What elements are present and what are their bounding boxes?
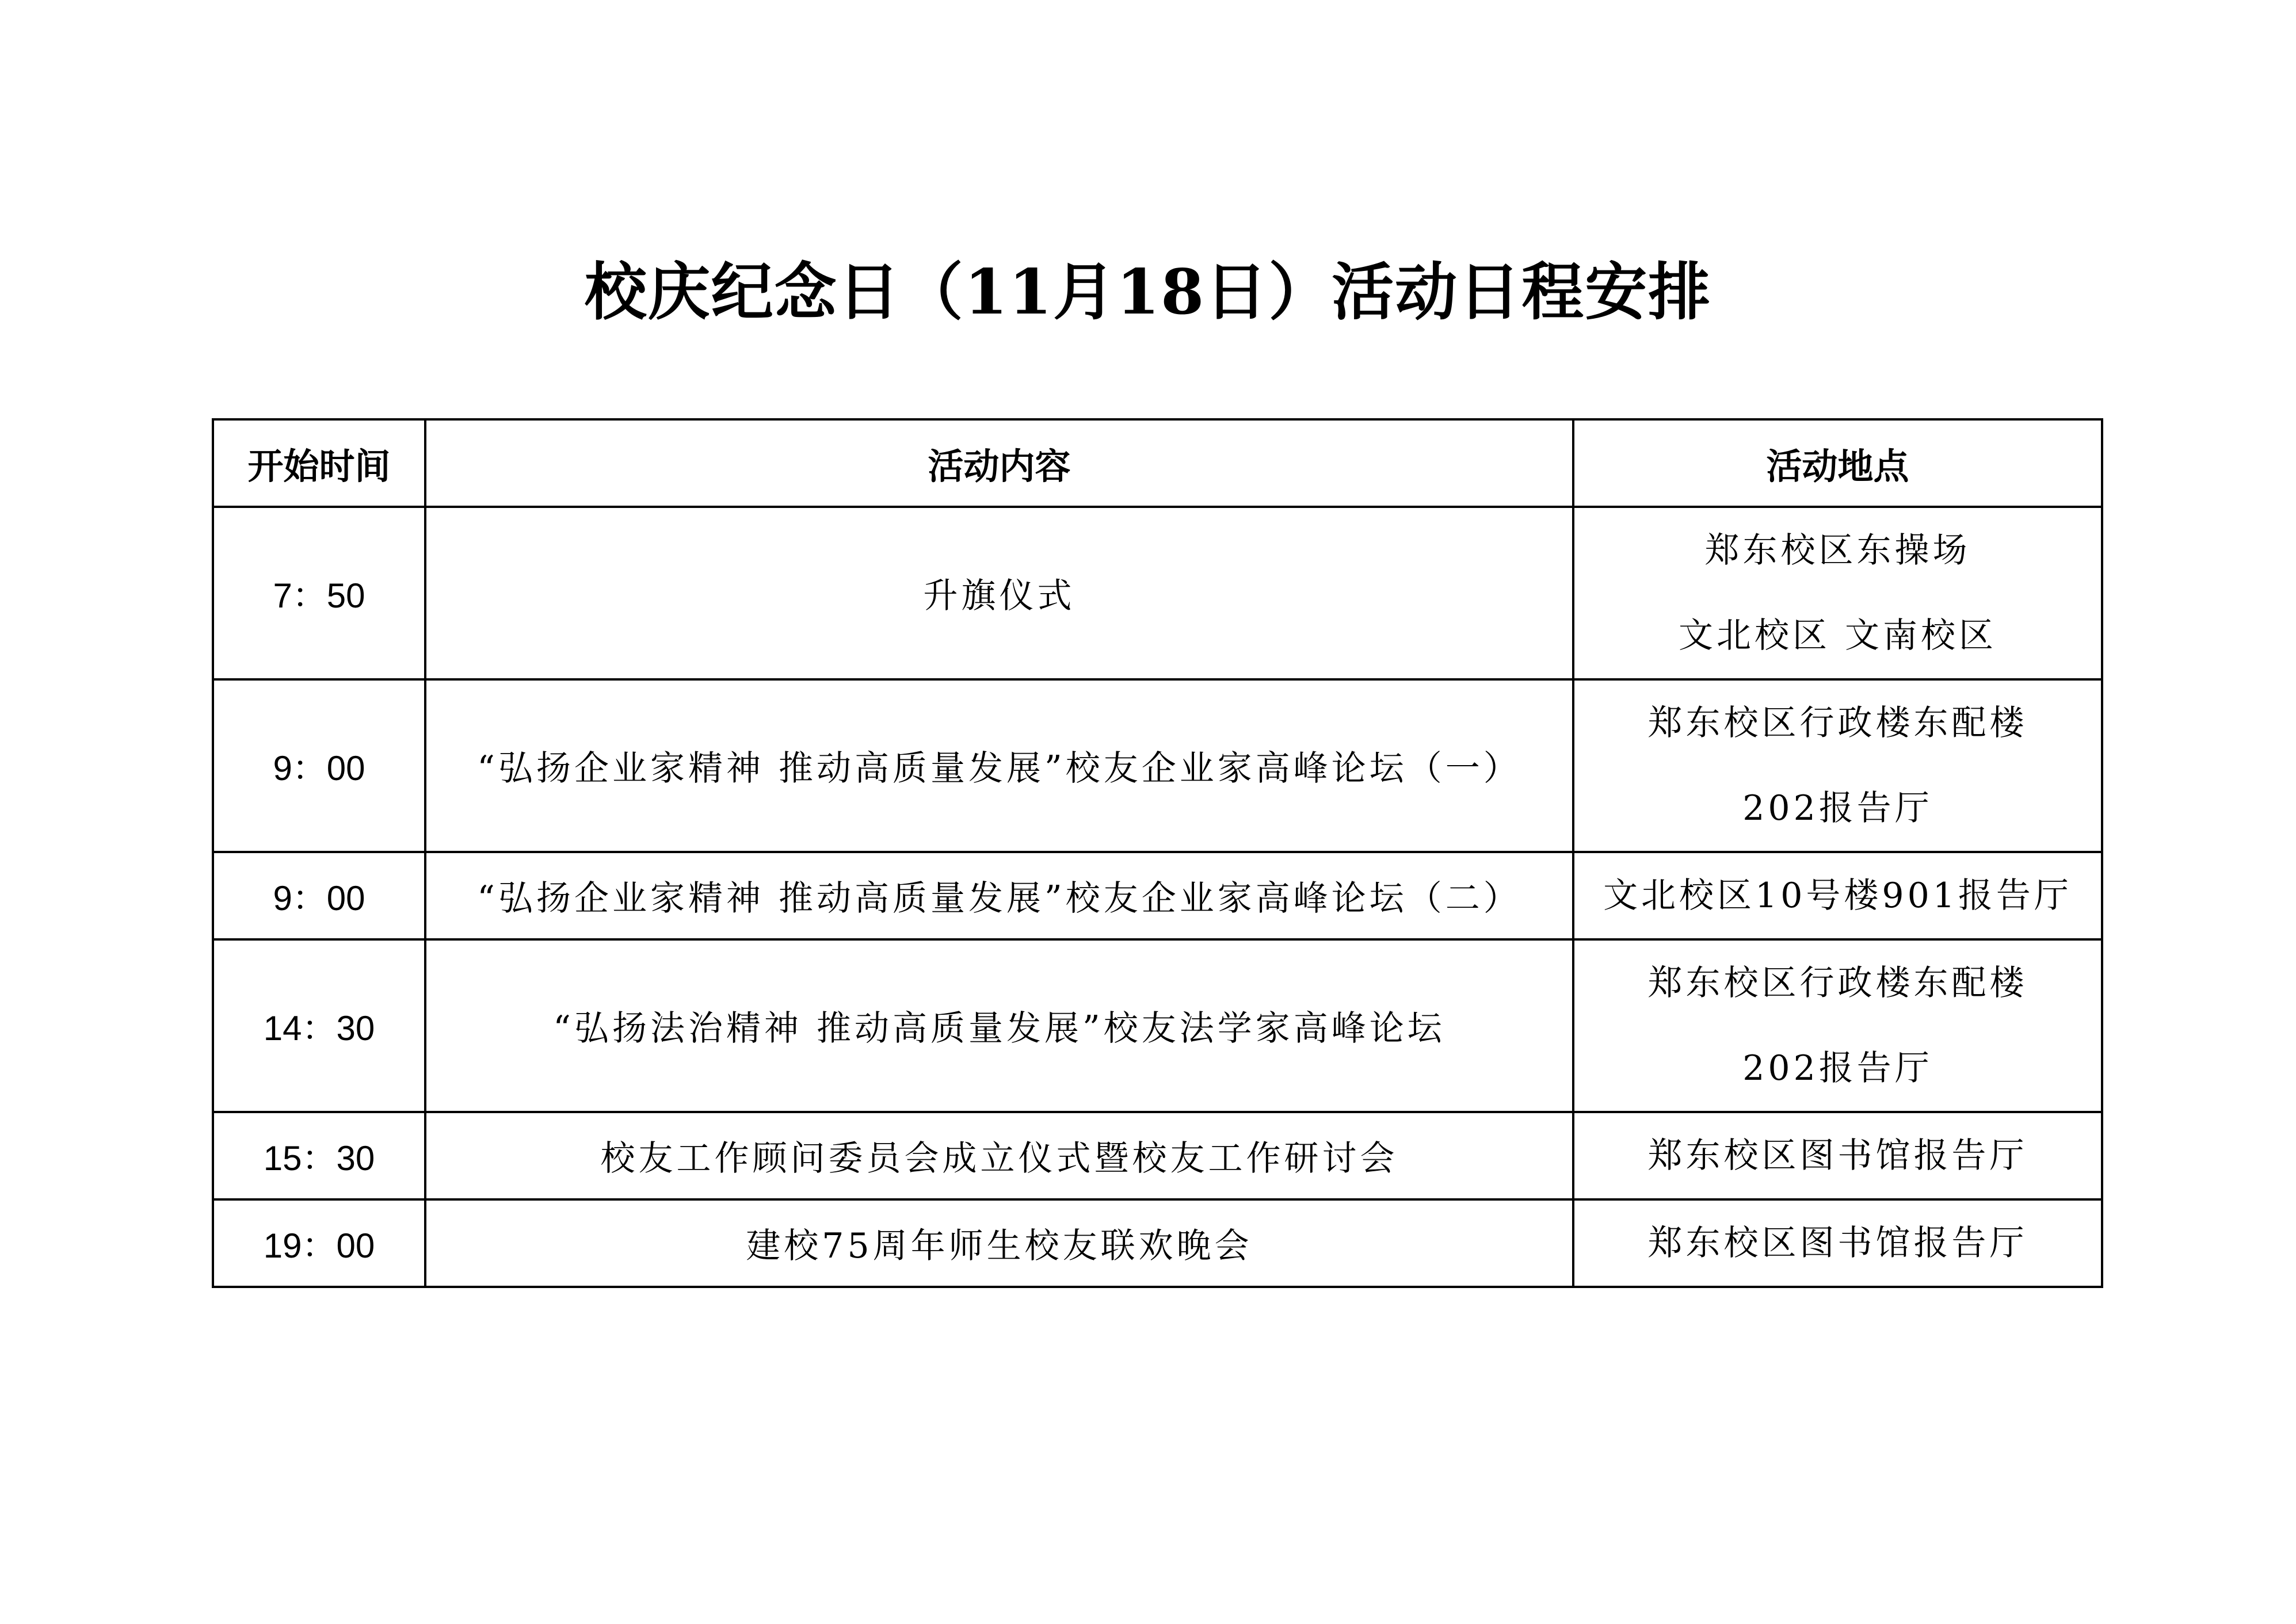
row-time: 9：00 (213, 852, 425, 939)
row-location-line: 文北校区10号楼901报告厅 (1603, 876, 2072, 916)
header-start-time: 开始时间 (213, 419, 425, 507)
row-location-line: 202报告厅 (1742, 1048, 1933, 1088)
row-time: 7：50 (213, 507, 425, 679)
row-location-line: 郑东校区图书馆报告厅 (1647, 1136, 2028, 1176)
row-location (1573, 1199, 2102, 1287)
row-location (1573, 679, 2102, 852)
row-content: “弘扬企业家精神 推动高质量发展”校友企业家高峰论坛（二） (425, 852, 1573, 939)
row-time: 14：30 (213, 939, 425, 1112)
row-time: 19：00 (213, 1199, 425, 1287)
header-activity-location: 活动地点 (1573, 419, 2102, 507)
row-time: 9：00 (213, 679, 425, 852)
row-location-line: 郑东校区行政楼东配楼 (1647, 963, 2028, 1003)
row-location-line: 郑东校区图书馆报告厅 (1647, 1223, 2028, 1263)
row-content: 建校75周年师生校友联欢晚会 (425, 1199, 1573, 1287)
header-activity-content: 活动内容 (425, 419, 1573, 507)
document-title: 校庆纪念日（11月18日）活动日程安排 (584, 256, 1712, 328)
row-time: 15：30 (213, 1112, 425, 1199)
table-row (213, 679, 2102, 852)
row-location (1573, 852, 2102, 939)
row-content: 升旗仪式 (425, 507, 1573, 679)
row-location-line: 郑东校区行政楼东配楼 (1647, 703, 2028, 743)
table-row (213, 1199, 2102, 1287)
row-content: “弘扬企业家精神 推动高质量发展”校友企业家高峰论坛（一） (425, 679, 1573, 852)
row-location-line: 202报告厅 (1742, 788, 1933, 828)
table-row (213, 507, 2102, 679)
table-row (213, 1112, 2102, 1199)
row-content: “弘扬法治精神 推动高质量发展”校友法学家高峰论坛 (425, 939, 1573, 1112)
row-content: 校友工作顾问委员会成立仪式暨校友工作研讨会 (425, 1112, 1573, 1199)
row-location (1573, 507, 2102, 679)
schedule-table (212, 418, 2103, 1288)
table-row (213, 939, 2102, 1112)
row-location (1573, 939, 2102, 1112)
row-location (1573, 1112, 2102, 1199)
row-location-line: 郑东校区东操场 (1704, 530, 1971, 571)
table-row (213, 852, 2102, 939)
table-header-row (213, 419, 2102, 507)
row-location-line: 文北校区 文南校区 (1678, 616, 1997, 656)
